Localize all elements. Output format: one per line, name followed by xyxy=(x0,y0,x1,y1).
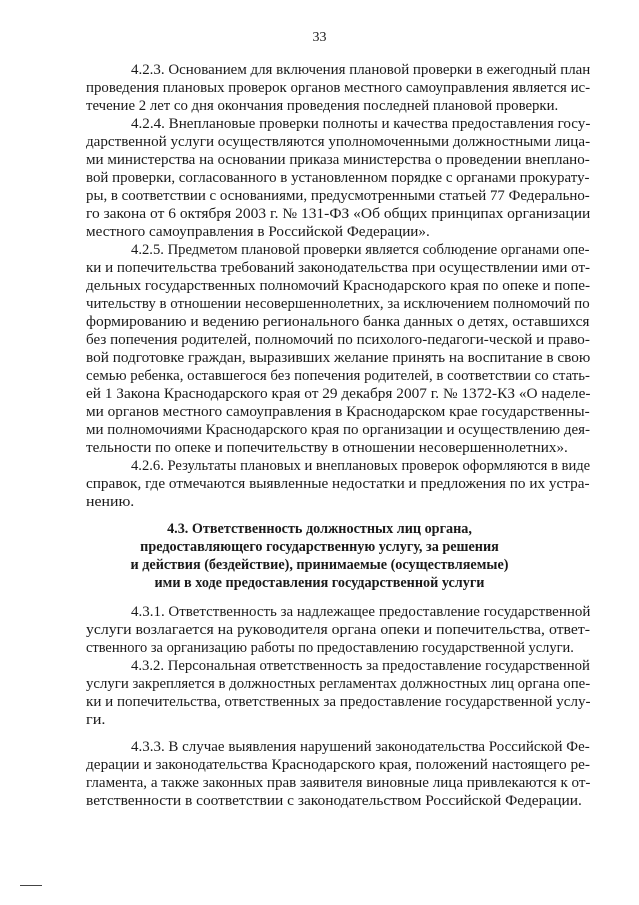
text-line: течение 2 лет со дня окончания проведения последней плановой проверки. xyxy=(86,98,559,114)
text-line: ми органов местного самоуправления в Краснодарском крае государственны- xyxy=(86,404,590,420)
text-line: гламента, а также законных прав заявителя виновные лица привлекаются к от- xyxy=(86,775,591,791)
text-line: ветственности в соответствии с законодательством Российской Федерации. xyxy=(86,793,582,809)
footer-divider xyxy=(20,885,42,886)
text-line: 4.3.1. Ответственность за надлежащее предоставление государственной xyxy=(131,604,591,620)
text-line: 4.2.3. Основанием для включения плановой проверки в ежегодный план xyxy=(131,62,591,78)
text-line: формированию и ведению регионального банка данных о детях, оставшихся xyxy=(86,314,590,330)
page-number: 33 xyxy=(312,30,327,45)
text-line: 4.2.5. Предметом плановой проверки является соблюдение органами опе- xyxy=(131,242,590,258)
text-line: тельности по опеке и попечительству в отношении несовершеннолетних». xyxy=(86,440,568,456)
text-line: ми полномочиями Краснодарского края по организации и осуществлению дея- xyxy=(86,422,591,438)
text-line: без попечения родителей, полномочий по психолого-педагоги-ческой и право- xyxy=(86,332,590,348)
text-line: семью ребенка, оставшегося без попечения родителей, в соответствии со стать- xyxy=(86,368,590,384)
text-line: местного самоуправления в Российской Федерации». xyxy=(86,224,430,240)
text-line: справок, где отмечаются выявленные недостатки и предложения по их устра- xyxy=(86,476,590,492)
text-line: услуги закрепляется в должностных регламентах должностных лиц органа опе- xyxy=(86,676,591,692)
text-line: проведения плановых проверок органов местного самоуправления является ис- xyxy=(86,80,591,96)
text-line: чительству в отношении несовершеннолетних, за исключением полномочий по xyxy=(86,296,590,312)
text-line: ры, в соответствии с основаниями, предусмотренными статьей 77 Федерально- xyxy=(86,188,590,204)
section-heading: ими в ходе предоставления государственной услуги xyxy=(154,575,485,591)
text-line: дерации и законодательства Краснодарского края, положений настоящего ре- xyxy=(86,757,591,773)
text-line: 4.3.3. В случае выявления нарушений законодательства Российской Фе- xyxy=(131,739,590,755)
text-line: го закона от 6 октября 2003 г. № 131-ФЗ «Об общих принципах организации xyxy=(86,206,591,222)
text-line: ственного за организацию работы по предоставлению государственной услуги. xyxy=(86,640,574,656)
section-heading: и действия (бездействие), принимаемые (осуществляемые) xyxy=(130,557,509,573)
section-heading: предоставляющего государственную услугу, за решения xyxy=(140,539,499,555)
text-line: ки и попечительства, ответственных за предоставление государственной услу- xyxy=(86,694,591,710)
text-line: нению. xyxy=(86,494,135,510)
text-line: дельных государственных полномочий Краснодарского края по опеке и попе- xyxy=(86,278,591,294)
text-line: ми министерства на основании приказа министерства о проведении внеплано- xyxy=(86,152,590,168)
text-line: ги. xyxy=(86,712,106,728)
text-line: дарственной услуги осуществляются уполномоченными должностными лица- xyxy=(86,134,591,150)
text-line: вой проверки, согласованного в установленном порядке с органами прокурату- xyxy=(86,170,590,186)
text-line: ки и попечительства требований законодательства при осуществлении ими от- xyxy=(86,260,591,276)
section-heading: 4.3. Ответственность должностных лиц органа, xyxy=(167,521,472,537)
text-line: 4.2.6. Результаты плановых и внеплановых проверок оформляются в виде xyxy=(131,458,591,474)
text-line: ей 1 Закона Краснодарского края от 29 декабря 2007 г. № 1372-КЗ «О наделе- xyxy=(86,386,591,402)
text-line: вой подготовке граждан, выразивших желание принять на воспитание в свою xyxy=(86,350,591,366)
text-line: 4.3.2. Персональная ответственность за предоставление государственной xyxy=(131,658,590,674)
text-line: 4.2.4. Внеплановые проверки полноты и качества предоставления госу- xyxy=(131,116,591,132)
text-line: услуги возлагается на руководителя органа опеки и попечительства, ответ- xyxy=(86,622,591,638)
